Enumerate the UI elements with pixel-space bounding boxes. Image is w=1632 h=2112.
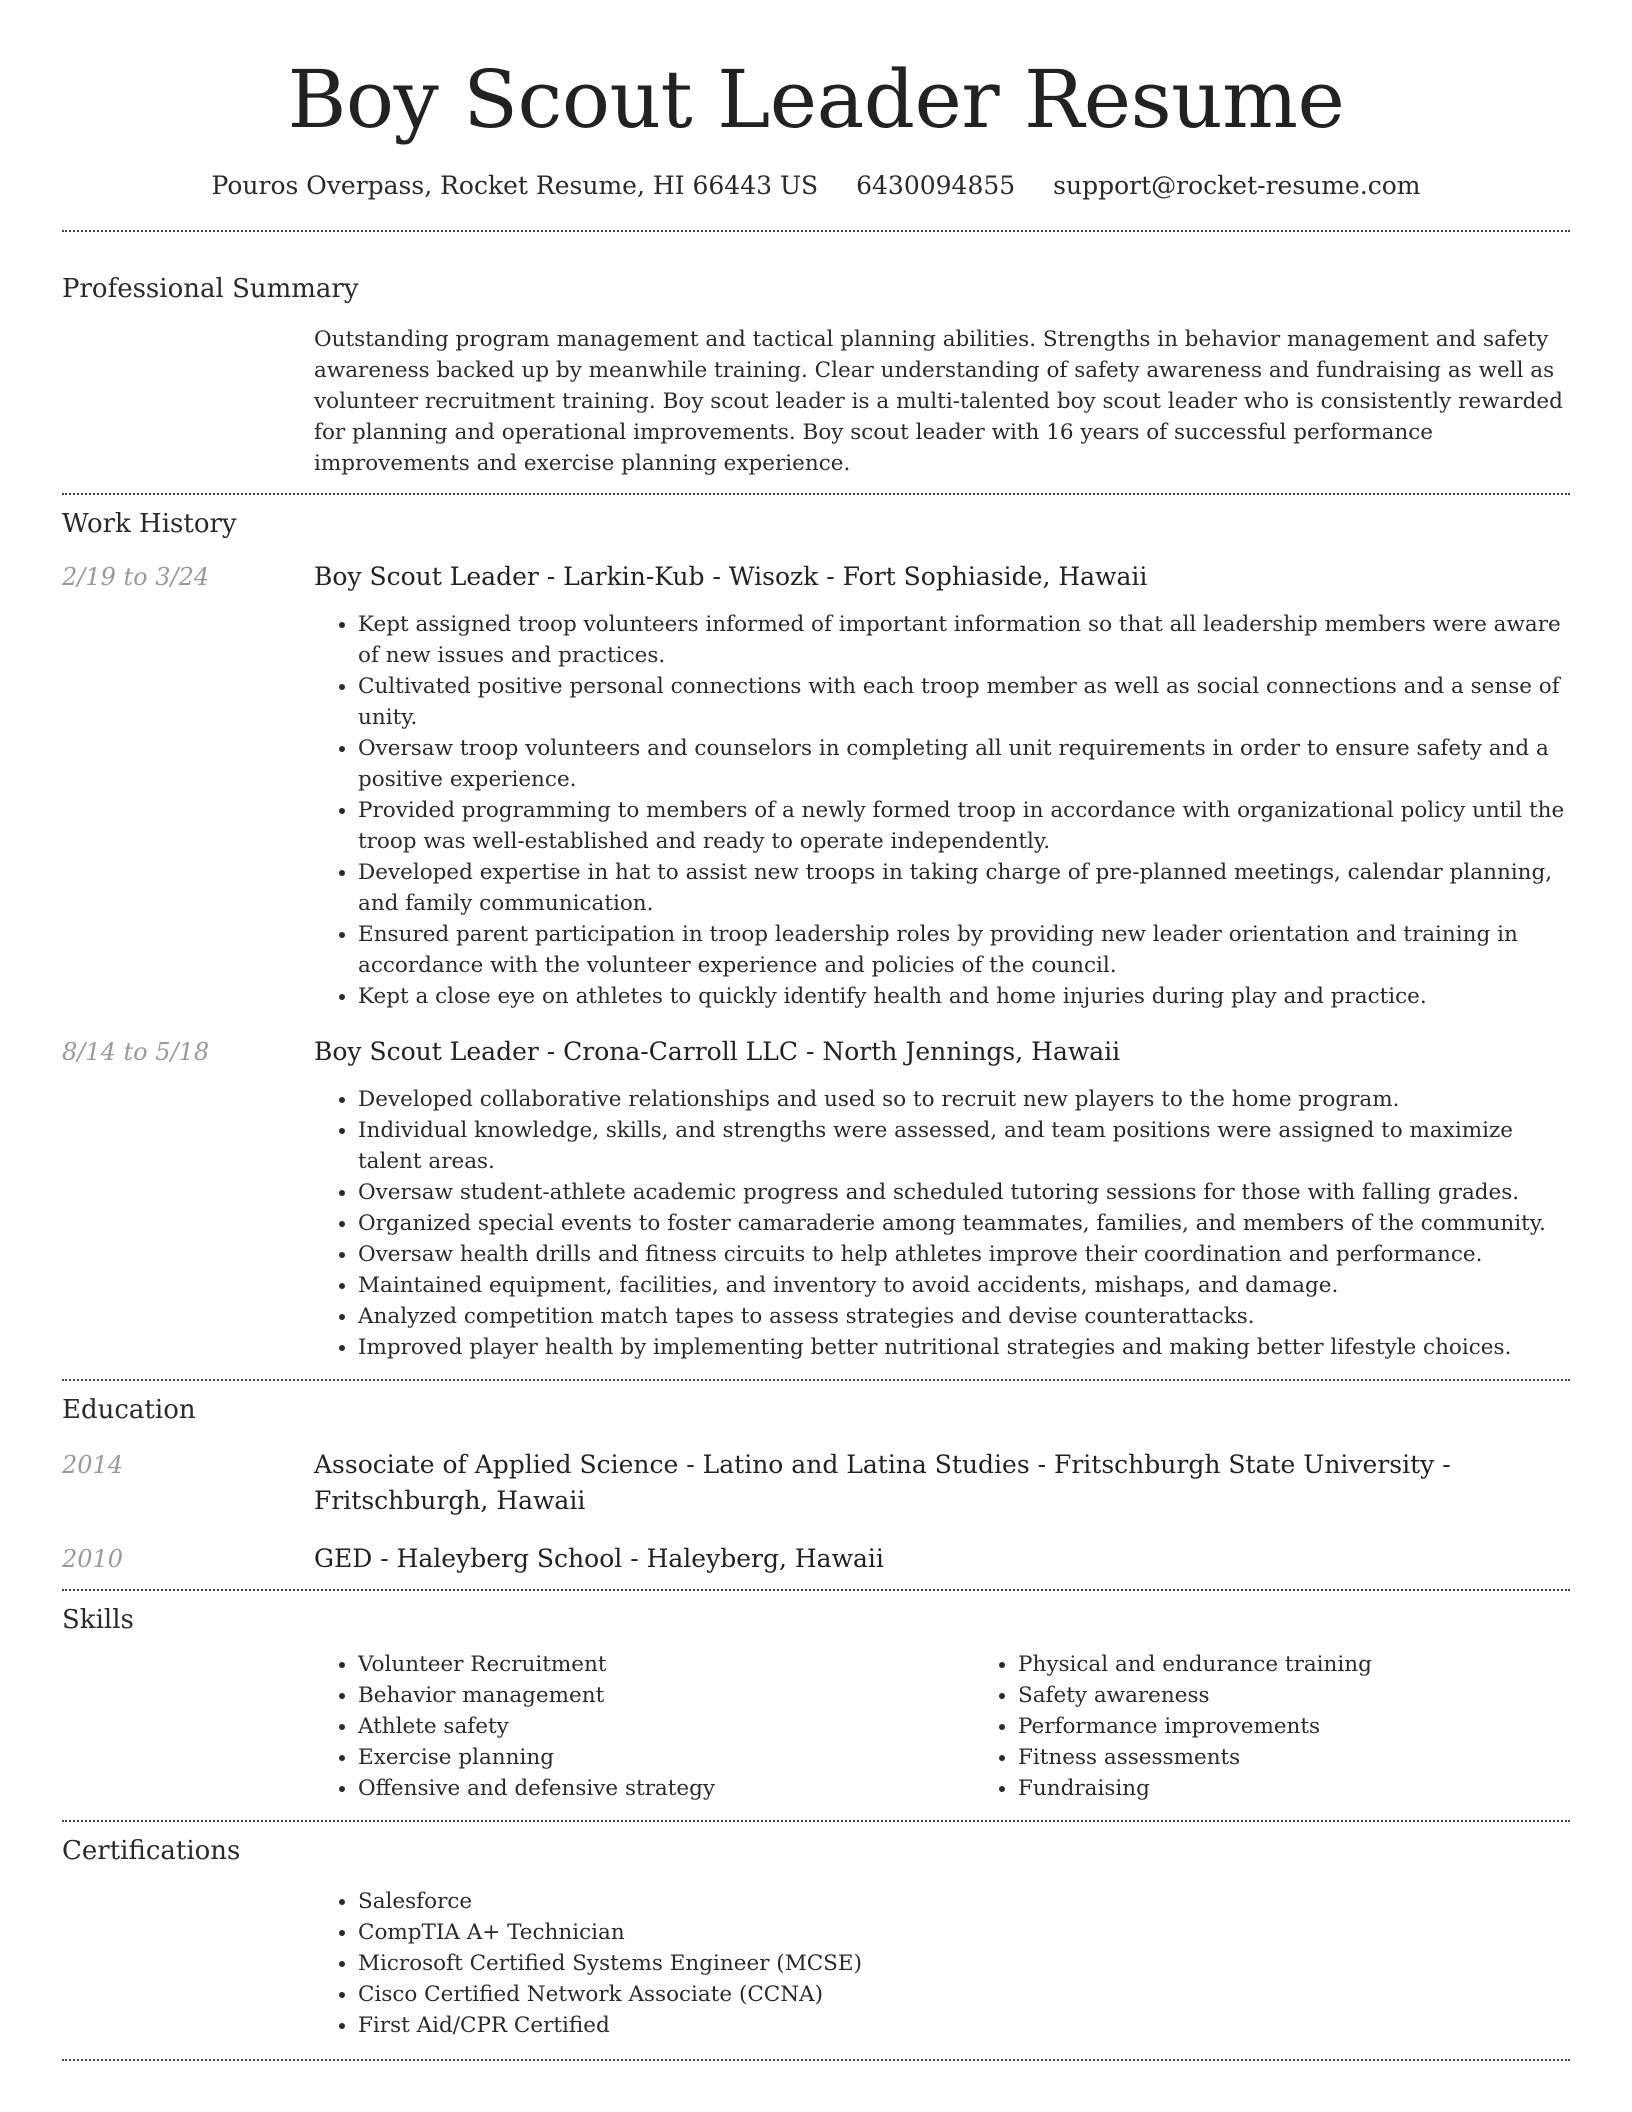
job-bullet: • Ensured parent participation in troop leadership roles by providing new leader orientation and training in accordance with the volunteer experience and policies of the council.	[358, 919, 1570, 981]
skills-section	[62, 1591, 1570, 1820]
contact-address: Pouros Overpass, Rocket Resume, HI 66443 US	[211, 171, 819, 200]
job-dates: 8/14 to 5/18	[62, 1038, 210, 1066]
skill-item: • Safety awareness	[1018, 1680, 1632, 1711]
skill-item: • Behavior management	[358, 1680, 974, 1711]
job-bullets	[314, 1084, 1570, 1363]
professional-summary-section	[62, 232, 1570, 493]
job-title: Boy Scout Leader - Larkin-Kub - Wisozk - Fort Sophiaside, Hawaii	[314, 562, 1148, 591]
section-heading-work: Work History	[62, 509, 237, 539]
job-bullet: • Cultivated positive personal connections with each troop member as well as social connections and a sense of unity.	[358, 671, 1570, 733]
work-history-section	[62, 495, 1570, 1379]
section-divider	[62, 2059, 1570, 2061]
certifications-list	[314, 1886, 1570, 2041]
contact-email: support@rocket-resume.com	[1053, 171, 1421, 200]
education-degree: GED - Haleyberg School - Haleyberg, Hawaii	[314, 1544, 884, 1573]
certification-item: • Salesforce	[358, 1886, 1570, 1917]
job-title: Boy Scout Leader - Crona-Carroll LLC - North Jennings, Hawaii	[314, 1037, 1121, 1066]
job-bullet: • Organized special events to foster camaraderie among teammates, families, and members of the community.	[358, 1208, 1570, 1239]
job-bullet: • Analyzed competition match tapes to assess strategies and devise counterattacks.	[358, 1301, 1570, 1332]
job-bullet: • Improved player health by implementing better nutritional strategies and making better lifestyle choices.	[358, 1332, 1570, 1363]
certification-item: • First Aid/CPR Certified	[358, 2010, 1570, 2041]
skills-grid	[314, 1649, 1570, 1820]
job-bullet: • Individual knowledge, skills, and strengths were assessed, and team positions were assigned to maximize talent areas.	[358, 1115, 1570, 1177]
skill-item: • Fundraising	[1018, 1773, 1632, 1804]
skill-item: • Athlete safety	[358, 1711, 974, 1742]
job-entry	[62, 1034, 1570, 1363]
education-degree: Associate of Applied Science - Latino and Latina Studies - Fritschburgh State University - Fritschburgh, Hawaii	[314, 1450, 1451, 1515]
skills-list-right	[974, 1649, 1632, 1804]
job-bullet: • Developed expertise in hat to assist new troops in taking charge of pre-planned meetings, calendar planning, and family communication.	[358, 857, 1570, 919]
job-bullet: • Kept assigned troop volunteers informed of important information so that all leadership members were aware of new issues and practices.	[358, 609, 1570, 671]
section-heading-summary: Professional Summary	[62, 274, 359, 304]
job-bullet: • Oversaw troop volunteers and counselors in completing all unit requirements in order to ensure safety and a positive experience.	[358, 733, 1570, 795]
education-section	[62, 1381, 1570, 1589]
certification-item: • Microsoft Certified Systems Engineer (MCSE)	[358, 1948, 1570, 1979]
certification-item: • CompTIA A+ Technician	[358, 1917, 1570, 1948]
job-bullet: • Oversaw student-athlete academic progress and scheduled tutoring sessions for those with falling grades.	[358, 1177, 1570, 1208]
skill-item: • Offensive and defensive strategy	[358, 1773, 974, 1804]
skills-list-left	[314, 1649, 974, 1804]
skill-item: • Performance improvements	[1018, 1711, 1632, 1742]
skill-item: • Fitness assessments	[1018, 1742, 1632, 1773]
section-heading-skills: Skills	[62, 1605, 134, 1635]
section-heading-certifications: Certifications	[62, 1836, 241, 1866]
education-year: 2010	[62, 1545, 124, 1573]
skill-item: • Physical and endurance training	[1018, 1649, 1632, 1680]
section-heading-education: Education	[62, 1395, 196, 1425]
job-bullet: • Oversaw health drills and fitness circuits to help athletes improve their coordination and performance.	[358, 1239, 1570, 1270]
education-entry	[62, 1541, 1570, 1577]
contact-phone: 6430094855	[856, 171, 1016, 200]
certification-item: • Cisco Certified Network Associate (CCNA)	[358, 1979, 1570, 2010]
education-entry	[62, 1447, 1570, 1519]
job-bullet: • Provided programming to members of a newly formed troop in accordance with organizational policy until the troop was well-established and ready to operate independently.	[358, 795, 1570, 857]
job-bullet: • Maintained equipment, facilities, and inventory to avoid accidents, mishaps, and damage.	[358, 1270, 1570, 1301]
job-bullet: • Kept a close eye on athletes to quickly identify health and home injuries during play and practice.	[358, 981, 1570, 1012]
job-bullets	[314, 609, 1570, 1012]
job-entry	[62, 559, 1570, 1012]
contact-line	[62, 170, 1570, 202]
certifications-section	[62, 1822, 1570, 2059]
summary-text: Outstanding program management and tactical planning abilities. Strengths in behavior management and safety awareness backed up by meanwhile training. Clear understanding of safety awareness and fundraising as well as volunteer recruitment training. Boy scout leader is a multi-talented boy scout leader who is consistently rewarded for planning and operational improvements. Boy scout leader with 16 years of successful performance improvements and exercise planning experience.	[314, 327, 1563, 476]
resume-title: Boy Scout Leader Resume	[287, 53, 1345, 146]
skill-item: • Volunteer Recruitment	[358, 1649, 974, 1680]
job-dates: 2/19 to 3/24	[62, 563, 210, 591]
skill-item: • Exercise planning	[358, 1742, 974, 1773]
job-bullet: • Developed collaborative relationships and used so to recruit new players to the home program.	[358, 1084, 1570, 1115]
certifications-list-wrap	[314, 1886, 1570, 2059]
education-year: 2014	[62, 1451, 124, 1479]
